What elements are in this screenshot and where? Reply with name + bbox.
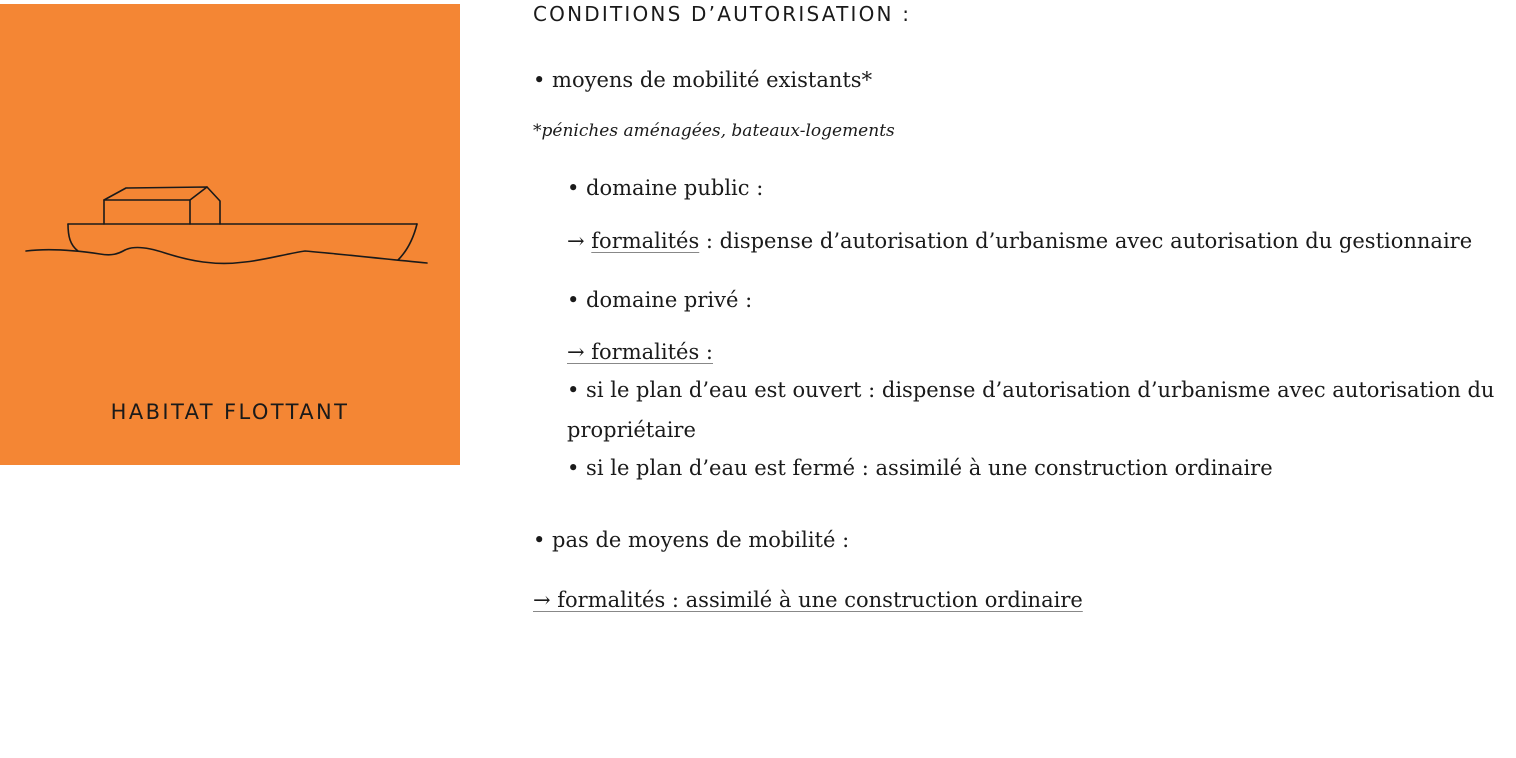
no-mobility-formalites-text: → formalités : assimilé à une construction ordinaire: [533, 588, 1083, 612]
list-item-no-mobility: • pas de moyens de mobilité :: [533, 528, 850, 552]
hull-left: [68, 224, 78, 251]
card-title: HABITAT FLOTTANT: [110, 400, 350, 424]
page-title: CONDITIONS D’AUTORISATION :: [533, 2, 912, 26]
formalites-link: formalités: [591, 229, 700, 253]
public-formalites-line: [567, 227, 1472, 255]
list-item-public-domain: • domaine public :: [567, 176, 764, 200]
private-formalites-label: → formalités :: [567, 340, 713, 364]
waterline: [26, 247, 427, 263]
arrow-glyph: →: [567, 229, 592, 253]
list-item-private-domain: • domaine privé :: [567, 288, 753, 312]
cabin-side: [207, 187, 220, 224]
case-open-water-line2: propriétaire: [567, 418, 696, 442]
cabin-outline: [104, 200, 190, 224]
houseboat-illustration: [0, 4, 460, 465]
public-formalites-text: : dispense d’autorisation d’urbanisme avec autorisation du gestionnaire: [699, 229, 1473, 253]
footnote: *péniches aménagées, bateaux-logements: [533, 121, 895, 141]
case-open-water-line1: • si le plan d’eau est ouvert : dispense d’autorisation d’urbanisme avec autorisation du: [567, 378, 1495, 402]
hull-right: [398, 224, 417, 260]
habitat-card: [0, 4, 460, 465]
case-closed-water: • si le plan d’eau est fermé : assimilé à une construction ordinaire: [567, 456, 1273, 480]
list-item-mobility-existing: • moyens de mobilité existants*: [533, 68, 873, 92]
private-formalites-line: [567, 338, 713, 366]
cabin-roof: [104, 187, 207, 200]
no-mobility-formalites-line: [533, 586, 1083, 614]
